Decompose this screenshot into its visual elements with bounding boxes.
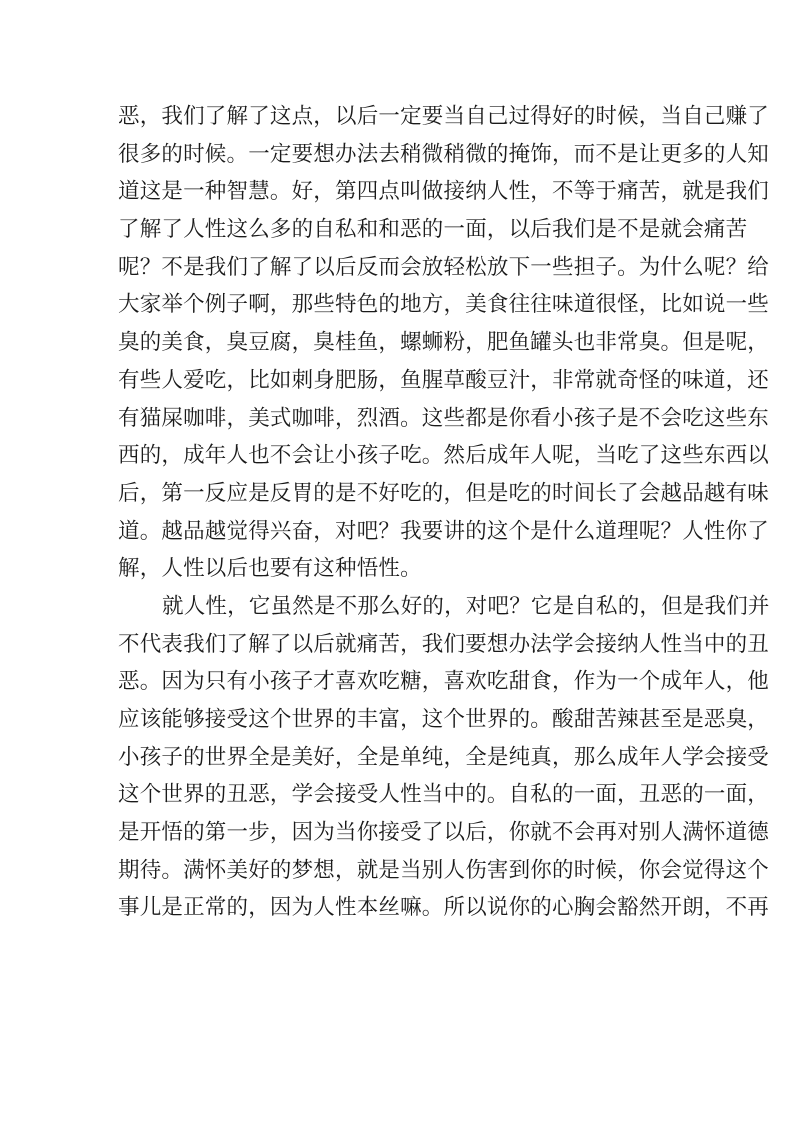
text-line: 很多的时候。一定要想办法去稍微稍微的掩饰，而不是让更多的人知 bbox=[118, 141, 770, 167]
text-line: 事儿是正常的，因为人性本丝嘛。所以说你的心胸会豁然开朗，不再 bbox=[118, 895, 770, 921]
text-line: 这个世界的丑恶，学会接受人性当中的。自私的一面，丑恶的一面， bbox=[118, 782, 770, 808]
text-line: 有猫屎咖啡，美式咖啡，烈酒。这些都是你看小孩子是不会吃这些东 bbox=[118, 405, 770, 431]
text-line: 道。越品越觉得兴奋，对吧？我要讲的这个是什么道理呢？人性你了 bbox=[118, 518, 770, 544]
body-text bbox=[118, 98, 770, 927]
text-line: 大家举个例子啊，那些特色的地方，美食往往味道很怪，比如说一些 bbox=[118, 292, 770, 318]
text-line: 西的，成年人也不会让小孩子吃。然后成年人呢，当吃了这些东西以 bbox=[118, 443, 770, 469]
text-line: 应该能够接受这个世界的丰富，这个世界的。酸甜苦辣甚至是恶臭， bbox=[118, 707, 770, 732]
text-line: 后，第一反应是反胃的是不好吃的，但是吃的时间长了会越品越有味 bbox=[118, 480, 770, 506]
text-line: 期待。满怀美好的梦想，就是当别人伤害到你的时候，你会觉得这个 bbox=[118, 857, 770, 883]
text-line: 道这是一种智慧。好，第四点叫做接纳人性，不等于痛苦，就是我们 bbox=[118, 179, 770, 205]
text-line: 有些人爱吃，比如刺身肥肠，鱼腥草酸豆汁，非常就奇怪的味道，还 bbox=[118, 367, 770, 393]
text-line: 就人性，它虽然是不那么好的，对吧？它是自私的，但是我们并 bbox=[162, 593, 770, 619]
text-line: 了解了人性这么多的自私和和恶的一面，以后我们是不是就会痛苦 bbox=[118, 217, 748, 243]
text-line: 恶。因为只有小孩子才喜欢吃糖，喜欢吃甜食，作为一个成年人，他 bbox=[118, 669, 770, 695]
text-line: 小孩子的世界全是美好，全是单纯，全是纯真，那么成年人学会接受 bbox=[118, 744, 770, 770]
text-line: 不代表我们了解了以后就痛苦，我们要想办法学会接纳人性当中的丑 bbox=[118, 631, 770, 657]
text-line: 解，人性以后也要有这种悟性。 bbox=[118, 556, 422, 582]
text-line: 臭的美食，臭豆腐，臭桂鱼，螺蛳粉，肥鱼罐头也非常臭。但是呢， bbox=[118, 330, 770, 356]
text-line: 是开悟的第一步，因为当你接受了以后，你就不会再对别人满怀道德 bbox=[118, 820, 770, 846]
text-line: 恶，我们了解了这点，以后一定要当自己过得好的时候，当自己赚了 bbox=[118, 104, 770, 129]
text-line: 呢？不是我们了解了以后反而会放轻松放下一些担子。为什么呢？给 bbox=[118, 254, 770, 280]
